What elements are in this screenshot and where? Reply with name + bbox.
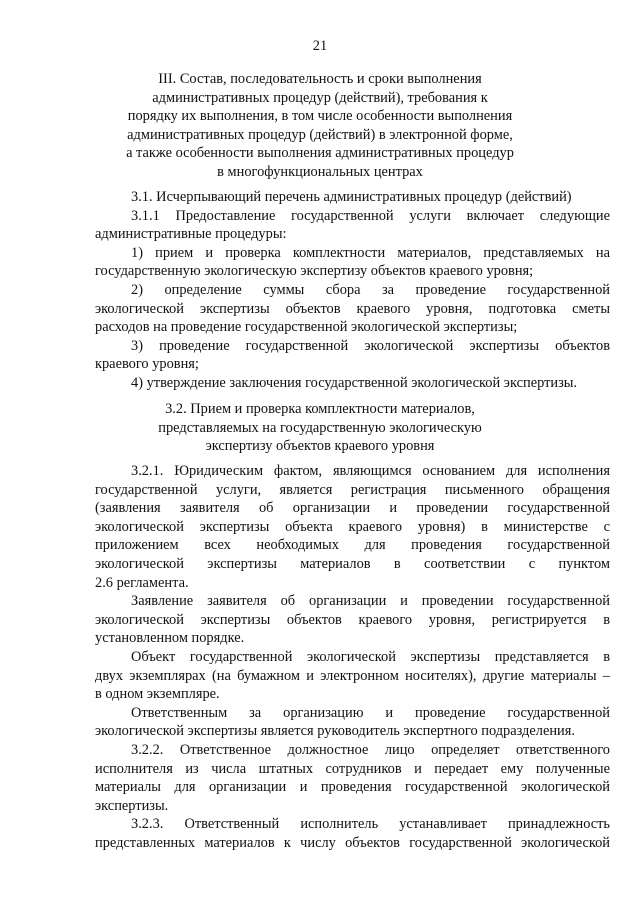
paragraph-line: двух экземплярах (на бумажном и электронном носителях), другие материалы – [95,667,610,684]
paragraph-line: Заявление заявителя об организации и проведении государственной [131,593,610,610]
procedures-list-block [95,188,610,393]
section-heading-line: III. Состав, последовательность и сроки выполнения [158,71,482,87]
paragraph-line: 2.6 регламента. [95,574,189,591]
paragraph-line: 3.2.2. Ответственное должностное лицо определяет ответственного [131,741,610,758]
subsection-heading-line: экспертизу объектов краевого уровня [205,438,435,454]
paragraph-line: 3.2.3. Ответственный исполнитель устанавливает принадлежность [131,816,610,833]
paragraph-line: административные процедуры: [95,226,287,243]
section-heading-line: порядку их выполнения, в том числе особенности выполнения [127,108,513,124]
paragraph-line: краевого уровня; [95,356,199,373]
procedure-details-block [95,462,610,852]
paragraph-line: установленном порядке. [95,630,245,647]
paragraph-line: 1) прием и проверка комплектности материалов, представляемых на [131,244,610,261]
paragraph-line: государственную экологическую экспертизу объектов краевого уровня; [95,263,534,280]
paragraph-line: Ответственным за организацию и проведение государственной [131,704,610,721]
paragraph-line: 3.2.1. Юридическим фактом, являющимся основанием для исполнения [131,463,610,479]
paragraph-line: государственной услуги, является регистрация письменного обращения [95,481,610,498]
paragraph-line: 2) определение суммы сбора за проведение государственной [131,281,610,298]
subsection-heading-line: 3.2. Прием и проверка комплектности материалов, [165,401,475,417]
paragraph-line: экологической экспертизы материалов в соответствии с пунктом [95,555,610,572]
section-heading-line: в многофункциональных центрах [217,163,423,180]
paragraph-line: экологической экспертизы объектов краевого уровня, подготовка сметы [95,300,610,317]
subsection-heading-line: представляемых на государственную экологическую [158,419,482,436]
paragraph-line: 4) утверждение заключения государственной экологической экспертизы. [131,374,578,391]
section-heading-line: а также особенности выполнения административных процедур [126,145,514,161]
paragraph-line: 3.1. Исчерпывающий перечень административных процедур (действий) [131,189,572,205]
section-heading-line: административных процедур (действий), требования к [152,89,488,106]
paragraph-line: экспертизы. [95,797,169,814]
paragraph-line: расходов на проведение государственной экологической экспертизы; [95,319,518,336]
paragraph-line: 3) проведение государственной экологической экспертизы объектов [131,337,610,354]
paragraph-line: в одном экземпляре. [95,686,220,703]
section-heading [0,70,640,181]
section-heading-line: административных процедур (действий) в электронной форме, [127,126,513,143]
subsection-heading [0,400,640,456]
paragraph-line: (заявления заявителя об организации и проведении государственной [95,500,610,517]
paragraph-line: исполнителя из числа штатных сотрудников и передает ему полученные [95,760,610,777]
paragraph-line: представленных материалов к числу объектов государственной экологической [95,834,610,851]
paragraph-line: материалы для организации и проведения государственной экологической [95,779,610,796]
paragraph-line: экологической экспертизы объектов краевого уровня, регистрируется в [95,611,610,628]
paragraph-line: экологической экспертизы объекта краевого уровня) в министерстве с [95,518,610,535]
page-number: 21 [312,38,328,54]
paragraph-line: 3.1.1 Предоставление государственной услуги включает следующие [131,207,610,224]
paragraph-line: Объект государственной экологической экспертизы представляется в [131,648,610,665]
paragraph-line: экологической экспертизы является руководитель экспертного подразделения. [95,723,575,740]
paragraph-line: приложением всех необходимых для проведения государственной [95,537,610,554]
